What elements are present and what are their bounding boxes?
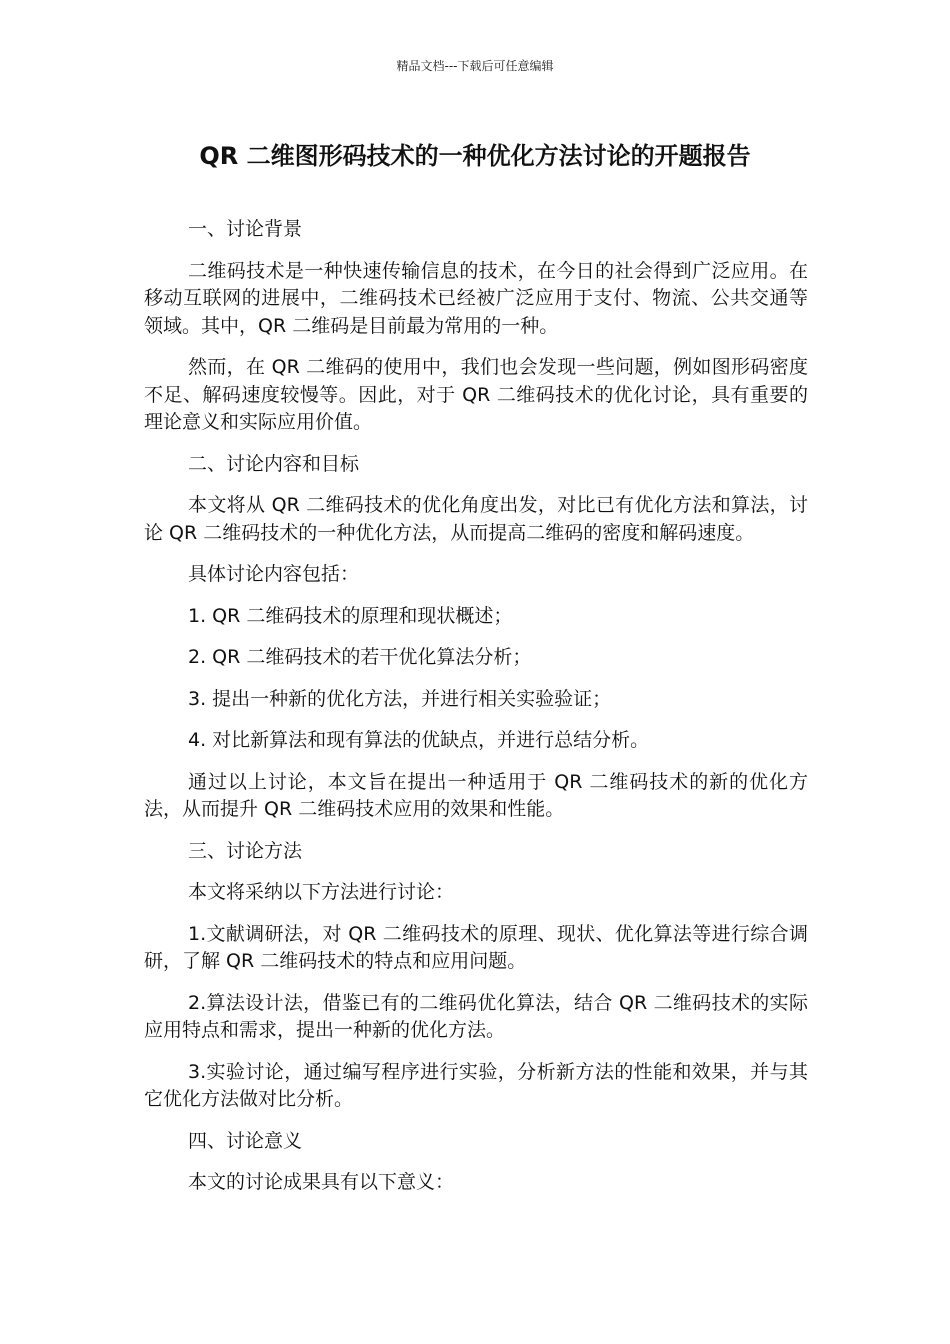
paragraph-significance-intro: 本文的讨论成果具有以下意义： <box>188 1171 455 1193</box>
section-heading-background: 一、讨论背景 <box>188 218 303 240</box>
list-item-method-2: 2.算法设计法，借鉴已有的二维码优化算法，结合 QR 二维码技术的实际应用特点和需求，提出一种新的优化方法。 <box>144 991 808 1041</box>
list-item-content-3: 3. 提出一种新的优化方法，并进行相关实验验证； <box>188 687 612 710</box>
section-heading-significance: 四、讨论意义 <box>188 1129 303 1152</box>
list-item-content-2: 2. QR 二维码技术的若干优化算法分析； <box>188 646 532 668</box>
paragraph-content-intro: 具体讨论内容包括： <box>188 563 360 585</box>
paragraph-content-goals: 本文将从 QR 二维码技术的优化角度出发，对比已有优化方法和算法，讨论 QR 二维码技术的一种优化方法，从而提高二维码的密度和解码速度。 <box>144 494 808 544</box>
list-item-content-4: 4. 对比新算法和现有算法的优缺点，并进行总结分析。 <box>188 729 650 751</box>
document-body <box>144 216 808 1211</box>
list-item-content-1: 1. QR 二维码技术的原理和现状概述； <box>188 604 513 627</box>
section-heading-content-goals: 二、讨论内容和目标 <box>188 452 360 475</box>
paragraph-methods-intro: 本文将采纳以下方法进行讨论： <box>188 881 455 903</box>
section-heading-methods: 三、讨论方法 <box>188 839 303 862</box>
header-watermark: 精品文档---下载后可任意编辑 <box>396 59 554 73</box>
document-title: QR 二维图形码技术的一种优化方法讨论的开题报告 <box>199 142 751 170</box>
paragraph-content-summary: 通过以上讨论，本文旨在提出一种适用于 QR 二维码技术的新的优化方法，从而提升 QR 二维码技术应用的效果和性能。 <box>144 770 808 820</box>
list-item-method-3: 3.实验讨论，通过编写程序进行实验，分析新方法的性能和效果，并与其它优化方法做对比分析。 <box>144 1060 808 1110</box>
paragraph-background-2: 然而，在 QR 二维码的使用中，我们也会发现一些问题，例如图形码密度不足、解码速度较慢等。因此，对于 QR 二维码技术的优化讨论，具有重要的理论意义和实际应用价值。 <box>144 356 808 433</box>
paragraph-background-1: 二维码技术是一种快速传输信息的技术，在今日的社会得到广泛应用。在移动互联网的进展中，二维码技术已经被广泛应用于支付、物流、公共交通等领域。其中，QR 二维码是目前最为常用的一种。 <box>144 259 808 337</box>
list-item-method-1: 1.文献调研法，对 QR 二维码技术的原理、现状、优化算法等进行综合调研，了解 QR 二维码技术的特点和应用问题。 <box>144 922 808 972</box>
